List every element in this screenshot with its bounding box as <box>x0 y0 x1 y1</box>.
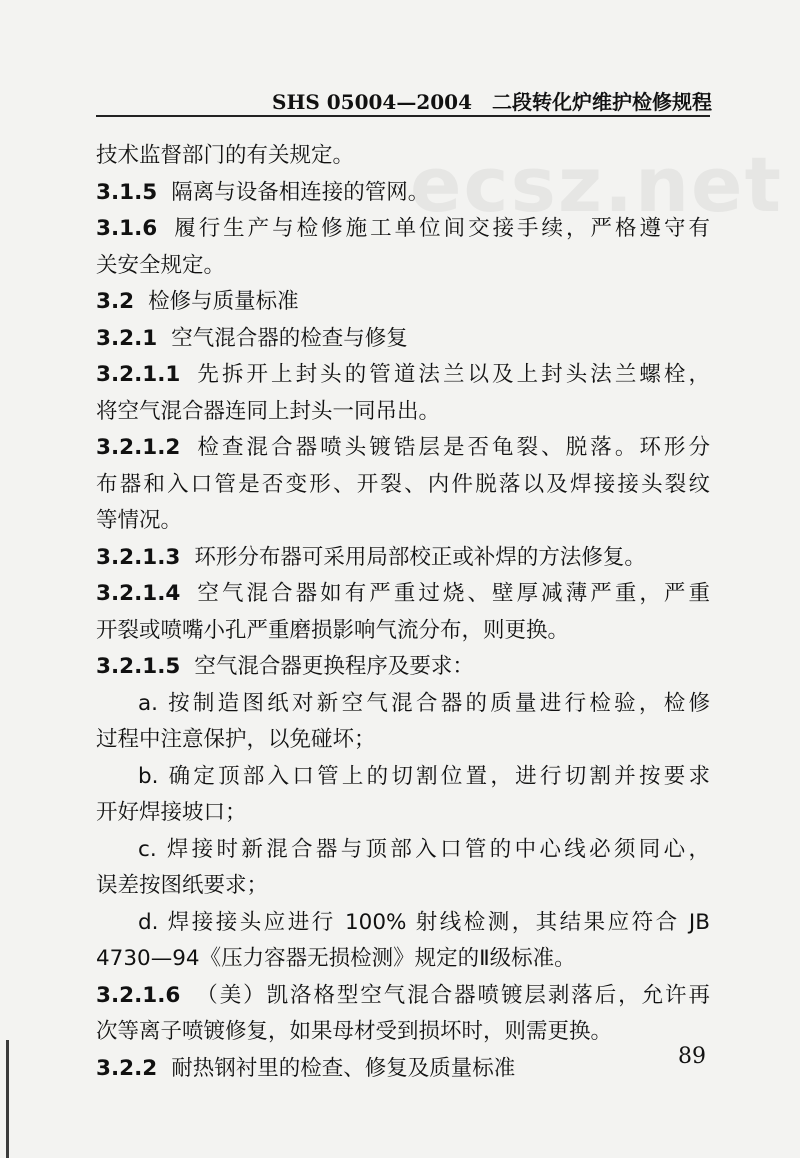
text-line <box>96 613 710 650</box>
text-line <box>96 248 710 285</box>
clause-number: 3.2.1.2 <box>96 435 181 460</box>
line-text: 检修与质量标准 <box>148 289 299 314</box>
text-line <box>96 211 710 248</box>
line-text: 将空气混合器连同上封头一同吊出。 <box>96 398 441 424</box>
text-line <box>96 284 710 321</box>
line-text: 布器和入口管是否变形、开裂、内件脱落以及焊接接头裂纹 <box>96 471 710 497</box>
text-line <box>96 941 710 978</box>
clause-number: 3.1.5 <box>96 179 158 205</box>
text-line <box>96 503 710 540</box>
line-text: 关安全规定。 <box>96 252 226 278</box>
line-text: 空气混合器更换程序及要求： <box>194 654 474 679</box>
clause-number: 3.2.1.1 <box>96 362 181 387</box>
text-line <box>96 576 710 613</box>
text-line <box>96 795 710 832</box>
header-rule <box>96 115 710 117</box>
line-text: 履行生产与检修施工单位间交接手续，严格遵守有 <box>171 216 710 241</box>
text-line <box>96 430 710 467</box>
text-line <box>96 905 710 942</box>
body-text <box>96 138 710 1087</box>
text-line <box>96 759 710 796</box>
text-line <box>96 832 710 869</box>
text-line <box>96 1051 710 1088</box>
line-text: 检查混合器喷头镀锆层是否龟裂、脱落。环形分 <box>194 435 710 460</box>
clause-number: 3.2.1.5 <box>96 654 181 679</box>
line-text: 误差按图纸要求； <box>96 873 269 898</box>
clause-number: 3.2.1 <box>96 325 158 351</box>
line-text: 开裂或喷嘴小孔严重磨损影响气流分布，则更换。 <box>96 617 570 643</box>
line-text: 耐热钢衬里的检查、修复及质量标准 <box>171 1055 516 1081</box>
line-text: 4730—94《压力容器无损检测》规定的Ⅱ级标准。 <box>96 946 576 971</box>
text-line <box>96 722 710 759</box>
text-line <box>96 321 710 358</box>
text-line <box>96 978 710 1015</box>
text-line <box>96 394 710 431</box>
text-line <box>96 357 710 394</box>
text-line <box>96 175 710 212</box>
line-text: 空气混合器的检查与修复 <box>171 325 408 351</box>
text-line <box>96 649 710 686</box>
line-text: 先拆开上封头的管道法兰以及上封头法兰螺栓， <box>194 362 710 387</box>
line-text: 等情况。 <box>96 508 183 533</box>
line-text: 空气混合器如有严重过烧、壁厚减薄严重，严重 <box>194 581 710 606</box>
page-edge-mark <box>6 1040 9 1158</box>
line-text: 开好焊接坡口； <box>96 800 247 825</box>
clause-number: 3.2.1.4 <box>96 581 181 606</box>
clause-number: 3.2.1.6 <box>96 982 181 1008</box>
line-text: 环形分布器可采用局部校正或补焊的方法修复。 <box>194 544 646 570</box>
line-text: 隔离与设备相连接的管网。 <box>171 179 430 205</box>
line-text: c. 焊接时新混合器与顶部入口管的中心线必须同心， <box>138 836 710 862</box>
text-line <box>96 1014 710 1051</box>
line-text: （美）凯洛格型空气混合器喷镀层剥落后，允许再 <box>194 982 710 1008</box>
text-line <box>96 467 710 504</box>
line-text: 次等离子喷镀修复，如果母材受到损坏时，则需更换。 <box>96 1019 613 1044</box>
text-line <box>96 868 710 905</box>
clause-number: 3.2 <box>96 289 135 314</box>
text-line <box>96 138 710 175</box>
line-text: d. 焊接接头应进行 100% 射线检测，其结果应符合 JB <box>138 909 710 935</box>
clause-number: 3.1.6 <box>96 216 158 241</box>
running-header: SHS 05004—2004 二段转化炉维护检修规程 <box>272 90 712 114</box>
line-text: 技术监督部门的有关规定。 <box>96 143 355 168</box>
text-line <box>96 686 710 723</box>
page-number: 89 <box>678 1044 706 1069</box>
clause-number: 3.2.1.3 <box>96 544 181 570</box>
clause-number: 3.2.2 <box>96 1055 158 1081</box>
line-text: 过程中注意保护，以免碰坏； <box>96 727 376 752</box>
text-line <box>96 540 710 577</box>
watermark: ecsz.net <box>410 140 783 229</box>
line-text: b. 确定顶部入口管上的切割位置，进行切割并按要求 <box>138 763 710 789</box>
line-text: a. 按制造图纸对新空气混合器的质量进行检验，检修 <box>138 690 710 716</box>
